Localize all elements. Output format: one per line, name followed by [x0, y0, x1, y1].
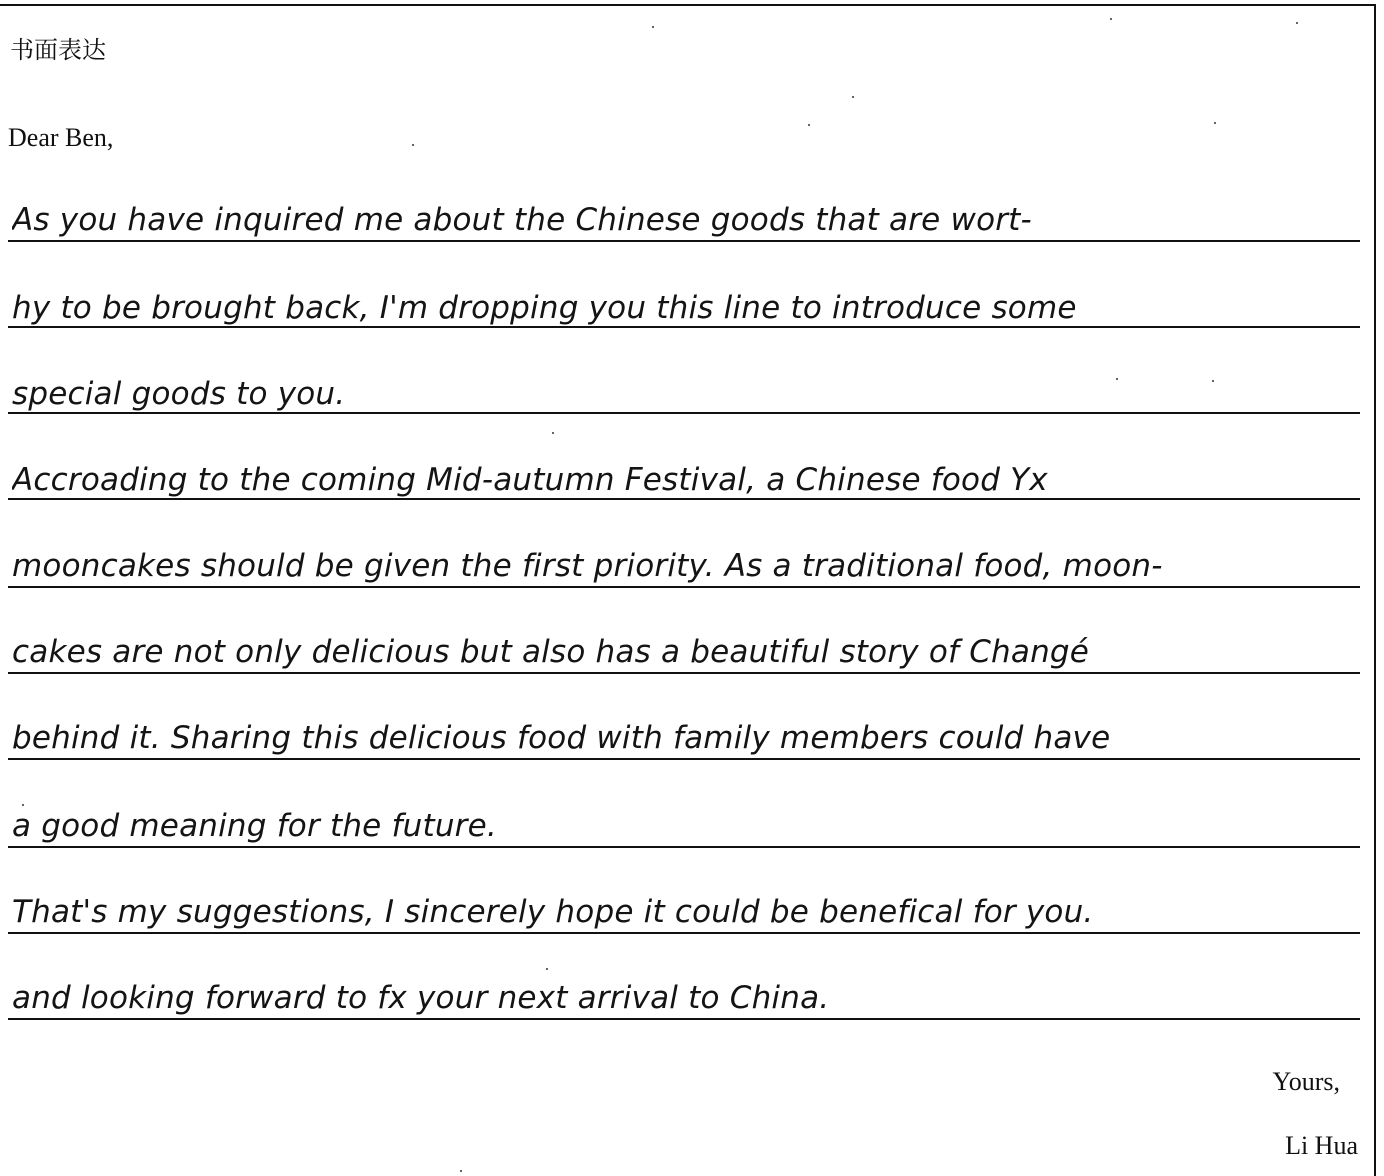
- letter-closing: Yours,: [1272, 1067, 1340, 1096]
- handwritten-line: cakes are not only delicious but also has a beautiful story of Changé: [12, 634, 1090, 670]
- scan-speck: [552, 432, 554, 434]
- handwritten-line: and looking forward to fx your next arrival to China.: [12, 980, 830, 1016]
- sheet-border-right: [1374, 4, 1376, 1176]
- ruled-line: [8, 586, 1360, 588]
- ruled-line: [8, 240, 1360, 242]
- handwritten-line: Accroading to the coming Mid-autumn Festival, a Chinese food Yx: [12, 462, 1048, 498]
- scan-speck: [1212, 380, 1214, 382]
- ruled-line: [8, 326, 1360, 328]
- ruled-line: [8, 846, 1360, 848]
- handwritten-line: behind it. Sharing this delicious food with family members could have: [12, 720, 1111, 756]
- ruled-line: [8, 412, 1360, 414]
- ruled-line: [8, 1018, 1360, 1020]
- handwritten-line: That's my suggestions, I sincerely hope it could be benefical for you.: [12, 894, 1094, 930]
- ruled-line: [8, 932, 1360, 934]
- section-title: 书面表达: [10, 36, 106, 64]
- scan-speck: [1116, 378, 1118, 380]
- handwritten-line: a good meaning for the future.: [12, 808, 497, 844]
- scan-speck: [1214, 122, 1216, 124]
- letter-signature: Li Hua: [1285, 1131, 1358, 1160]
- handwritten-line: mooncakes should be given the first priority. As a traditional food, moon-: [12, 548, 1163, 584]
- handwritten-line: special goods to you.: [12, 376, 346, 412]
- scan-speck: [852, 96, 854, 98]
- sheet-border-top: [0, 4, 1376, 6]
- scan-speck: [1110, 18, 1112, 20]
- ruled-line: [8, 498, 1360, 500]
- ruled-line: [8, 672, 1360, 674]
- scan-speck: [808, 124, 810, 126]
- scan-speck: [546, 968, 548, 970]
- ruled-line: [8, 758, 1360, 760]
- letter-greeting: Dear Ben,: [8, 123, 114, 152]
- scan-speck: [22, 804, 24, 806]
- scan-speck: [460, 1170, 462, 1172]
- scan-speck: [1296, 22, 1298, 24]
- handwritten-line: hy to be brought back, I'm dropping you this line to introduce some: [12, 290, 1077, 326]
- scan-speck: [412, 144, 414, 146]
- scan-speck: [652, 26, 654, 28]
- handwritten-line: As you have inquired me about the Chinese goods that are wort-: [12, 202, 1032, 238]
